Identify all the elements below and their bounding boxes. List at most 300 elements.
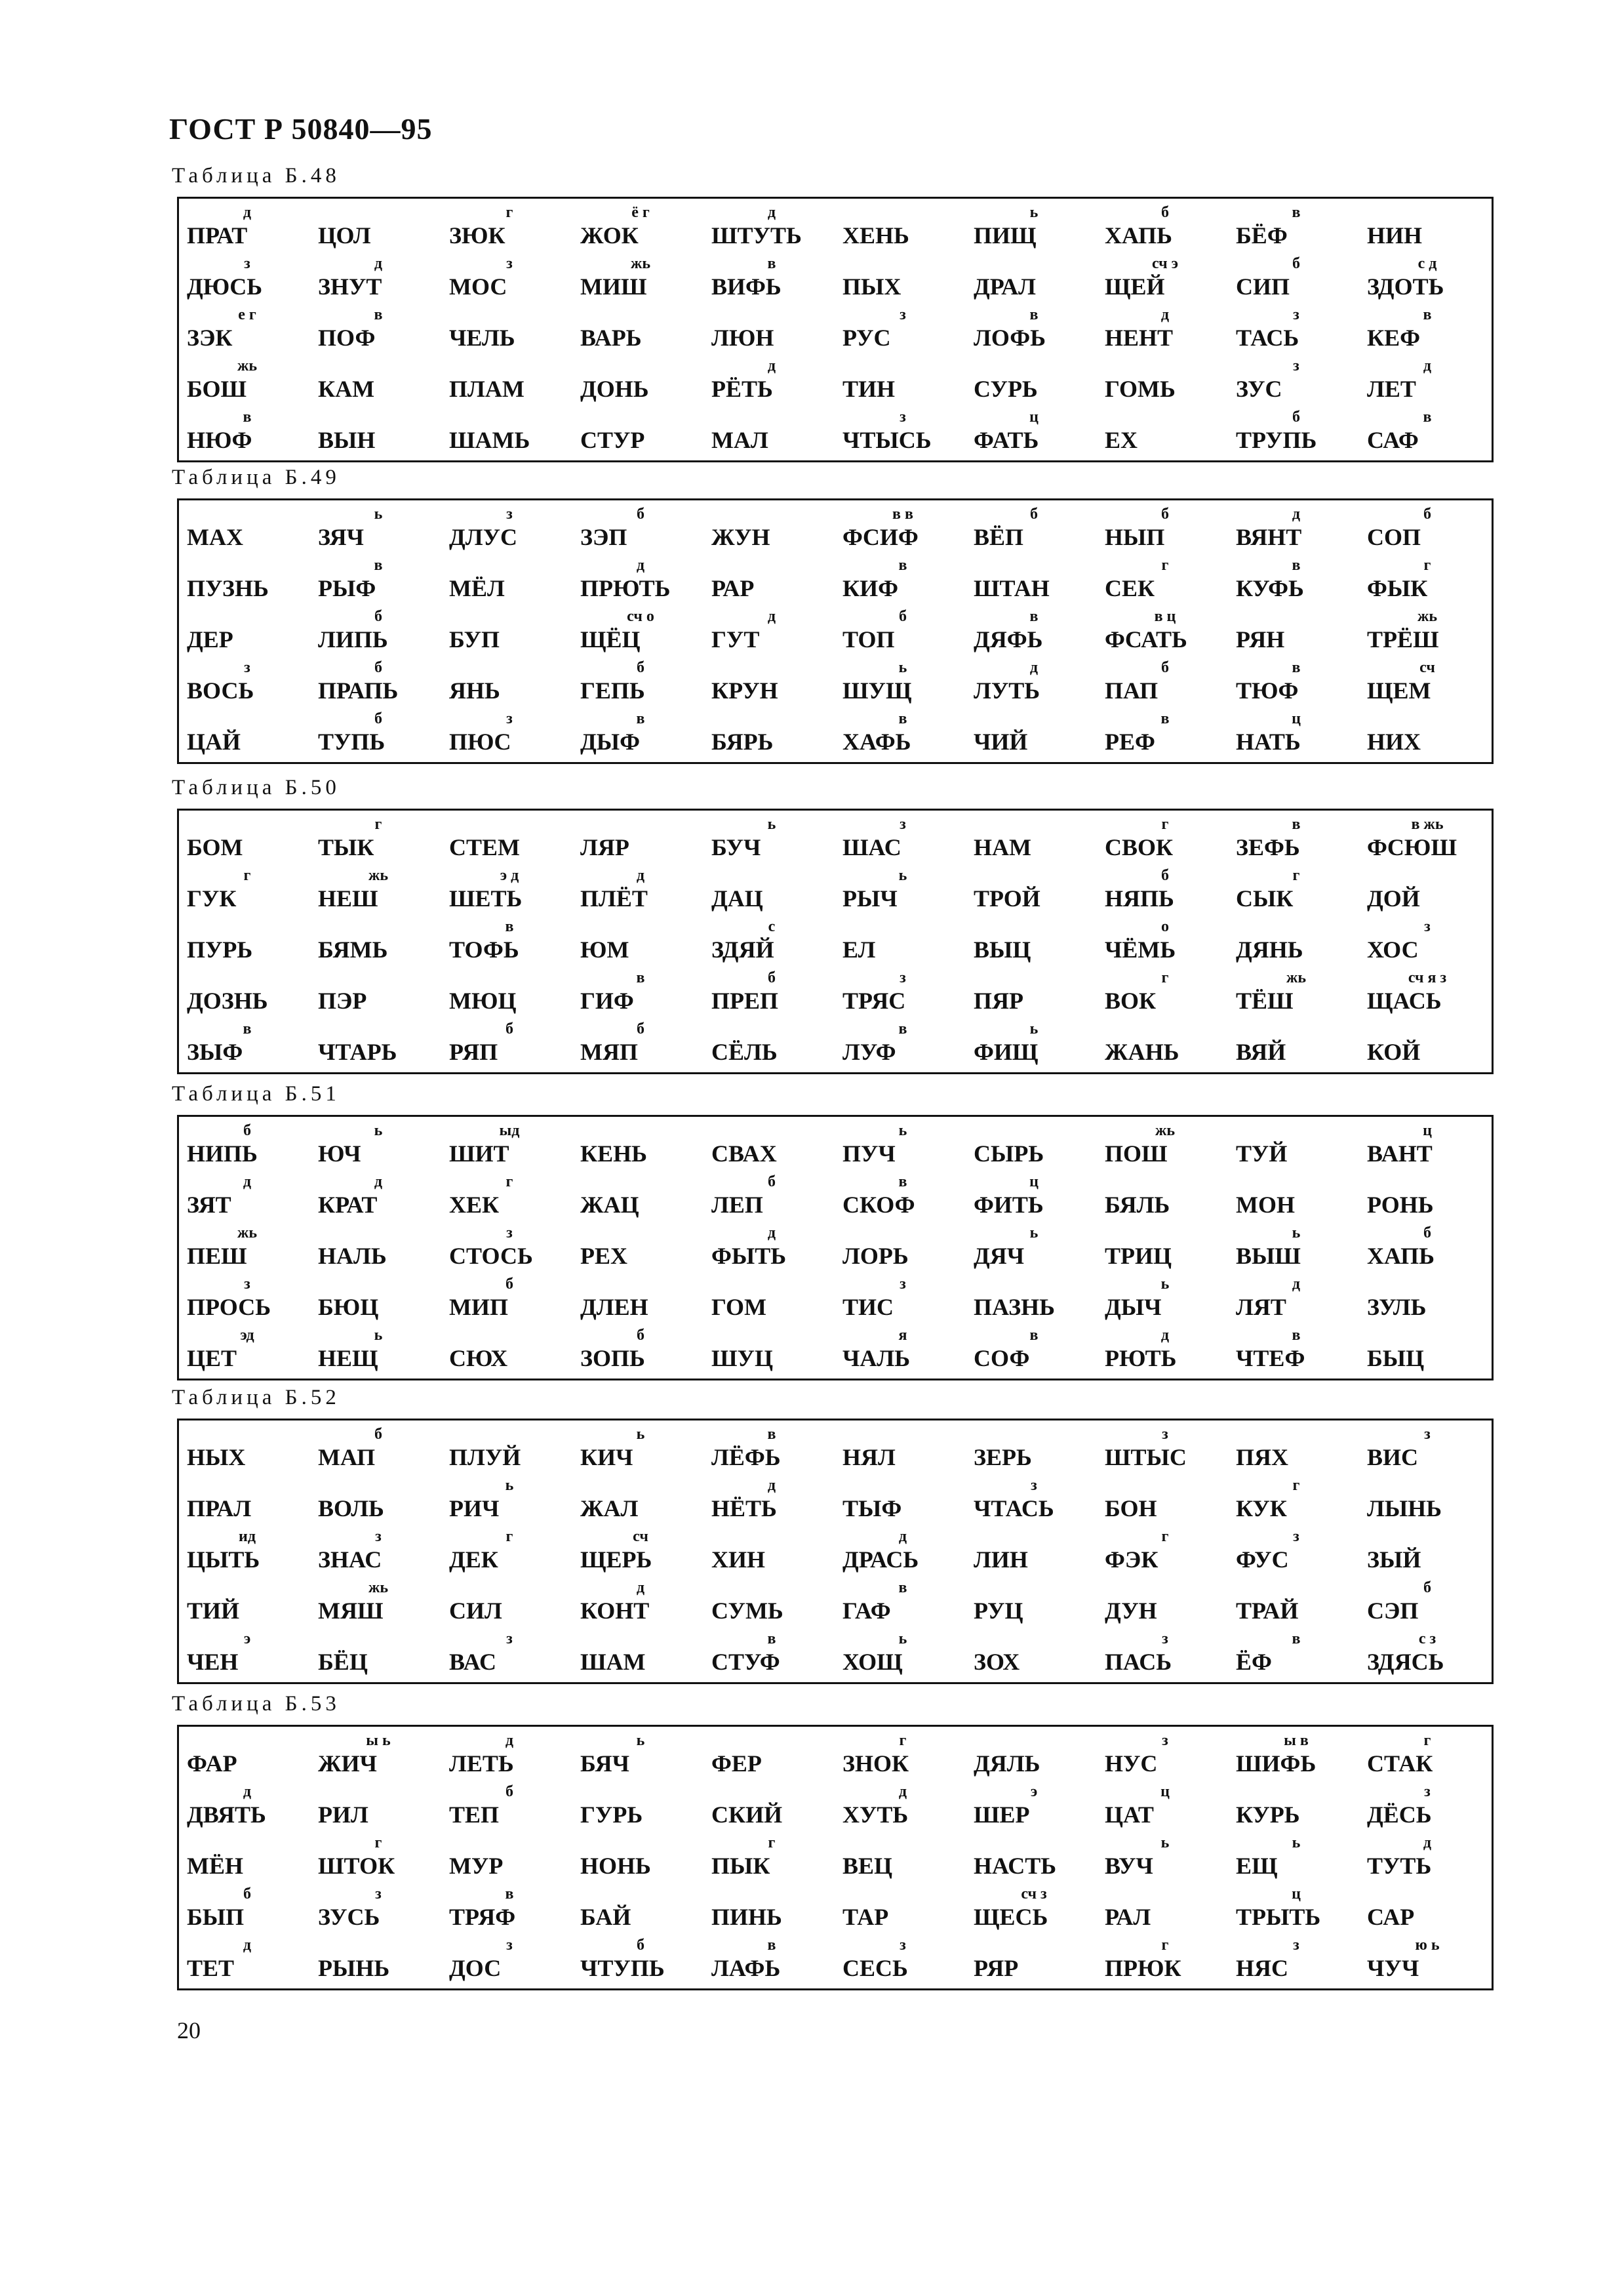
syllable-word: ЛАФЬ [711,1955,781,1981]
table-row [179,608,1492,656]
syllable-word: ЗЫФ [187,1039,243,1065]
syllable-word: ВОК [1105,988,1157,1014]
table-cell [314,1783,443,1832]
table-cell [707,1528,836,1577]
syllable-word: ТЮФ [1236,677,1299,704]
replacement-letters: в [374,557,383,574]
table-cell [314,506,443,554]
table-cell [970,710,1098,759]
table-row [179,306,1492,355]
replacement-letters: с д [1417,255,1437,272]
table-cell [839,918,967,967]
syllable-word: СЫК [1236,885,1294,912]
table-cell [1363,1327,1492,1375]
syllable-word: ЗЭП [580,524,627,550]
syllable-word: КРАТ [318,1192,378,1218]
syllable-word: САФ [1367,427,1419,453]
table-cell [839,1630,967,1679]
replacement-letters: г [768,1834,776,1851]
table-cell [576,710,705,759]
replacement-letters: ц [1160,1783,1170,1800]
syllable-word: ТИС [842,1294,894,1320]
replacement-letters: в [767,1426,776,1443]
table-cell [445,255,574,304]
syllable-word: ДЛЕН [580,1294,648,1320]
replacement-letters: з [1424,1426,1431,1443]
syllable-word: ЧТАРЬ [318,1039,397,1065]
replacement-letters: в ц [1154,608,1176,625]
syllable-word: ШАС [842,834,901,860]
syllable-word: ЗУЛЬ [1367,1294,1427,1320]
replacement-letters: ы в [1284,1732,1309,1749]
table-cell [707,1783,836,1832]
syllable-word: ТАСЬ [1236,325,1299,351]
syllable-word: РЕХ [580,1243,627,1269]
replacement-letters: в [1292,659,1301,676]
syllable-word: ФСИФ [842,524,919,550]
table-cell [314,357,443,406]
syllable-word: ПЮС [449,729,511,755]
syllable-word: ХАПЬ [1367,1243,1435,1269]
table-cell [1363,918,1492,967]
replacement-letters: б [1423,1579,1431,1596]
replacement-letters: д [636,557,645,574]
syllable-word: РЯП [449,1039,498,1065]
replacement-letters: ь [898,1122,907,1139]
table-cell [1363,1173,1492,1222]
table-cell [576,608,705,656]
syllable-word: МИШ [580,273,647,300]
table-cell [1232,1783,1360,1832]
table-cell [1363,816,1492,864]
replacement-letters: сч з [1021,1885,1047,1903]
syllable-word: СВОК [1105,834,1174,860]
table-cell [183,255,311,304]
syllable-word: НЁТЬ [711,1495,777,1521]
syllable-word: ЧТЫСЬ [842,427,932,453]
syllable-word: СВАХ [711,1140,777,1167]
syllable-word: ДОС [449,1955,502,1981]
table-cell [1232,1327,1360,1375]
syllable-word: ВАРЬ [580,325,642,351]
table-cell [839,659,967,708]
table-cell [707,557,836,605]
replacement-letters: з [1293,1528,1299,1545]
table-cell [707,816,836,864]
table-cell [707,710,836,759]
table-cell [1101,1630,1229,1679]
syllable-word: РЁТЬ [711,376,773,402]
table-cell [1363,608,1492,656]
replacement-letters: в [767,255,776,272]
table-cell [314,608,443,656]
replacement-letters: ы ь [366,1732,391,1749]
replacement-letters: ь [1292,1834,1301,1851]
replacement-letters: г [505,204,513,221]
table-row [179,204,1492,252]
replacement-letters: з [900,1276,906,1293]
syllable-word: ГУТ [711,626,760,653]
syllable-word: ЗНОК [842,1750,909,1777]
syllable-word: РЫНЬ [318,1955,390,1981]
syllable-word: ПРЮТЬ [580,575,671,601]
syllable-word: НИХ [1367,729,1421,755]
table-cell [839,1783,967,1832]
syllable-word: БЯЛЬ [1105,1192,1170,1218]
table-cell [839,1937,967,1985]
table-caption: Таблица Б.53 [172,1692,340,1716]
table-cell [970,1327,1098,1375]
table-cell [314,1477,443,1525]
syllable-word: ГОМ [711,1294,766,1320]
syllable-word: ФАТЬ [974,427,1039,453]
replacement-letters: з [244,659,250,676]
table-cell [970,204,1098,252]
syllable-table [177,1419,1494,1684]
table-cell [183,306,311,355]
syllable-word: ЛЮН [711,325,774,351]
syllable-word: ДЫФ [580,729,641,755]
syllable-word: ЕХ [1105,427,1138,453]
table-cell [1232,1528,1360,1577]
table-cell [1363,306,1492,355]
table-cell [839,506,967,554]
replacement-letters: жь [368,867,389,884]
table-cell [1232,1885,1360,1934]
replacement-letters: г [1161,969,1169,986]
syllable-word: ДРАСЬ [842,1546,919,1573]
syllable-word: РИЧ [449,1495,500,1521]
syllable-word: ЕЛ [842,937,876,963]
syllable-word: РЯР [974,1955,1019,1981]
syllable-word: ШТАН [974,575,1050,601]
table-row [179,659,1492,708]
syllable-word: СКОФ [842,1192,915,1218]
replacement-letters: д [1423,1834,1432,1851]
syllable-word: ЩЕРЬ [580,1546,652,1573]
replacement-letters: д [1160,306,1170,323]
table-row [179,1122,1492,1171]
replacement-letters: эд [240,1327,254,1344]
syllable-word: ЦЕТ [187,1345,237,1371]
table-cell [839,816,967,864]
table-cell [576,1834,705,1883]
replacement-letters: з [506,1937,513,1954]
table-cell [314,1630,443,1679]
table-row [179,1276,1492,1324]
replacement-letters: в [1029,306,1039,323]
replacement-letters: в в [892,506,913,523]
replacement-letters: з [1293,1937,1299,1954]
syllable-word: ПУРЬ [187,937,253,963]
syllable-word: ПУЗНЬ [187,575,269,601]
syllable-word: ЛОФЬ [974,325,1046,351]
syllable-word: МЁН [187,1853,243,1879]
table-caption: Таблица Б.50 [172,776,340,799]
replacement-letters: д [374,255,383,272]
table-cell [1232,1224,1360,1273]
replacement-letters: г [1292,867,1300,884]
table-row [179,969,1492,1018]
table-cell [314,1732,443,1781]
table-cell [839,1276,967,1324]
syllable-table [177,1725,1494,1990]
table-cell [576,204,705,252]
syllable-word: НЯС [1236,1955,1288,1981]
replacement-letters: сч [1419,659,1435,676]
replacement-letters: ц [1029,1173,1039,1190]
syllable-word: ПЛАМ [449,376,525,402]
syllable-word: ЛЯТ [1236,1294,1286,1320]
table-cell [576,816,705,864]
table-cell [314,557,443,605]
syllable-word: ДЕК [449,1546,498,1573]
table-cell [314,1327,443,1375]
syllable-word: КЕФ [1367,325,1421,351]
replacement-letters: г [1161,816,1169,833]
syllable-word: ПРЕП [711,988,779,1014]
table-cell [576,1477,705,1525]
table-cell [576,1426,705,1474]
syllable-word: ТОФЬ [449,937,519,963]
table-cell [1363,409,1492,457]
syllable-word: БЯЧ [580,1750,630,1777]
table-cell [314,255,443,304]
syllable-word: СОП [1367,524,1421,550]
replacement-letters: в [1292,816,1301,833]
replacement-letters: с [768,918,776,935]
syllable-word: ЛЕТ [1367,376,1416,402]
replacement-letters: б [1423,506,1431,523]
syllable-word: МОС [449,273,507,300]
replacement-letters: д [374,1173,383,1190]
syllable-word: ДЯЧ [974,1243,1025,1269]
table-cell [1363,1426,1492,1474]
table-cell [576,969,705,1018]
syllable-word: БЯРЬ [711,729,774,755]
table-cell [314,969,443,1018]
syllable-word: ДЛУС [449,524,518,550]
table-cell [183,867,311,916]
syllable-word: МЮЦ [449,988,517,1014]
syllable-word: СЫРЬ [974,1140,1044,1167]
syllable-word: ДЯЛЬ [974,1750,1040,1777]
table-cell [576,1732,705,1781]
syllable-word: ДЁСЬ [1367,1802,1432,1828]
table-cell [1363,969,1492,1018]
syllable-word: ЗДОТЬ [1367,273,1444,300]
replacement-letters: д [898,1783,907,1800]
syllable-word: ПЯХ [1236,1444,1288,1470]
syllable-word: ЛОРЬ [842,1243,909,1269]
table-cell [839,1528,967,1577]
syllable-word: ПИЩ [974,222,1037,249]
syllable-word: ВЯЙ [1236,1039,1286,1065]
replacement-letters: жь [237,357,258,374]
syllable-word: ТРЫТЬ [1236,1904,1321,1930]
table-cell [445,1885,574,1934]
syllable-word: НУС [1105,1750,1158,1777]
table-cell [576,1783,705,1832]
replacement-letters: з [1162,1630,1168,1647]
table-cell [183,357,311,406]
syllable-word: ЦОЛ [318,222,371,249]
table-cell [445,710,574,759]
replacement-letters: в [898,557,907,574]
table-cell [970,1783,1098,1832]
table-cell [707,659,836,708]
table-cell [445,1327,574,1375]
replacement-letters: ь [374,506,383,523]
replacement-letters: ь [1029,1020,1039,1037]
table-cell [1232,409,1360,457]
syllable-word: ЖУН [711,524,770,550]
table-cell [183,1783,311,1832]
syllable-word: ПРЮК [1105,1955,1181,1981]
table-cell [707,1579,836,1628]
table-cell [970,1173,1098,1222]
replacement-letters: ц [1029,409,1039,426]
syllable-word: ХИН [711,1546,766,1573]
syllable-word: ВЕЦ [842,1853,893,1879]
syllable-word: БЮЦ [318,1294,379,1320]
syllable-word: ТРЁШ [1367,626,1439,653]
syllable-word: КАМ [318,376,375,402]
syllable-word: ЖАНЬ [1105,1039,1179,1065]
replacement-letters: б [505,1276,513,1293]
syllable-word: СЕК [1105,575,1155,601]
replacement-letters: б [1161,506,1169,523]
syllable-word: ЧЕН [187,1649,239,1675]
table-cell [970,969,1098,1018]
syllable-word: КУК [1236,1495,1287,1521]
replacement-letters: з [900,409,906,426]
table-cell [445,969,574,1018]
table-cell [707,506,836,554]
syllable-word: ЕЩ [1236,1853,1278,1879]
table-cell [576,306,705,355]
replacement-letters: з [506,1224,513,1241]
table-cell [314,659,443,708]
replacement-letters: с з [1418,1630,1436,1647]
replacement-letters: в жь [1411,816,1444,833]
table-cell [1101,409,1229,457]
table-cell [970,659,1098,708]
syllable-word: ПЭР [318,988,367,1014]
syllable-word: НАЛЬ [318,1243,387,1269]
syllable-word: ФЫК [1367,575,1428,601]
table-cell [1363,1276,1492,1324]
syllable-table [177,197,1494,462]
table-cell [1232,357,1360,406]
syllable-word: ВЫШ [1236,1243,1301,1269]
replacement-letters: сч [633,1528,648,1545]
table-cell [576,409,705,457]
table-cell [1101,608,1229,656]
table-caption: Таблица Б.49 [172,466,340,489]
syllable-word: ЛИН [974,1546,1028,1573]
table-cell [1101,1477,1229,1525]
syllable-word: ДОЙ [1367,885,1420,912]
syllable-word: ПЛУЙ [449,1444,521,1470]
table-cell [445,557,574,605]
replacement-letters: з [506,1630,513,1647]
replacement-letters: д [243,1783,252,1800]
replacement-letters: б [1161,204,1169,221]
table-row [179,357,1492,406]
table-cell [445,1630,574,1679]
syllable-word: ТУТЬ [1367,1853,1432,1879]
syllable-word: ТРЯФ [449,1904,516,1930]
replacement-letters: г [1292,1477,1300,1494]
table-cell [970,306,1098,355]
replacement-letters: з [506,506,513,523]
syllable-word: НОНЬ [580,1853,651,1879]
table-cell [445,1224,574,1273]
table-cell [1363,357,1492,406]
table-cell [839,1579,967,1628]
syllable-word: ЗУСЬ [318,1904,380,1930]
table-cell [839,1477,967,1525]
table-cell [576,1020,705,1069]
replacement-letters: г [505,1528,513,1545]
replacement-letters: г [899,1732,907,1749]
table-cell [576,1937,705,1985]
syllable-word: РУС [842,325,891,351]
syllable-word: МЁЛ [449,575,505,601]
replacement-letters: з [1031,1477,1037,1494]
table-cell [839,306,967,355]
syllable-word: РЯН [1236,626,1285,653]
syllable-word: РЕФ [1105,729,1155,755]
table-cell [183,1885,311,1934]
table-cell [314,409,443,457]
syllable-word: РУЦ [974,1598,1023,1624]
table-cell [576,1528,705,1577]
table-cell [970,608,1098,656]
table-cell [839,608,967,656]
syllable-word: ЗЕФЬ [1236,834,1300,860]
replacement-letters: ц [1292,710,1301,727]
table-cell [314,918,443,967]
table-cell [1232,1937,1360,1985]
syllable-word: ДОНЬ [580,376,649,402]
table-row [179,1732,1492,1781]
syllable-word: ДАЦ [711,885,763,912]
table-cell [183,969,311,1018]
table-cell [183,918,311,967]
table-cell [1363,1579,1492,1628]
table-cell [576,918,705,967]
replacement-letters: в [505,1885,514,1903]
table-cell [314,204,443,252]
syllable-word: ПРОСЬ [187,1294,271,1320]
syllable-word: ВЫЦ [974,937,1031,963]
syllable-word: ВЁП [974,524,1024,550]
table-cell [970,1732,1098,1781]
table-cell [314,306,443,355]
replacement-letters: б [768,1173,776,1190]
replacement-letters: д [636,1579,645,1596]
table-cell [1363,1020,1492,1069]
table-cell [445,1732,574,1781]
table-cell [314,1937,443,1985]
replacement-letters: в [1160,710,1170,727]
syllable-word: НАТЬ [1236,729,1301,755]
table-cell [1101,1224,1229,1273]
table-cell [707,1020,836,1069]
table-cell [183,608,311,656]
